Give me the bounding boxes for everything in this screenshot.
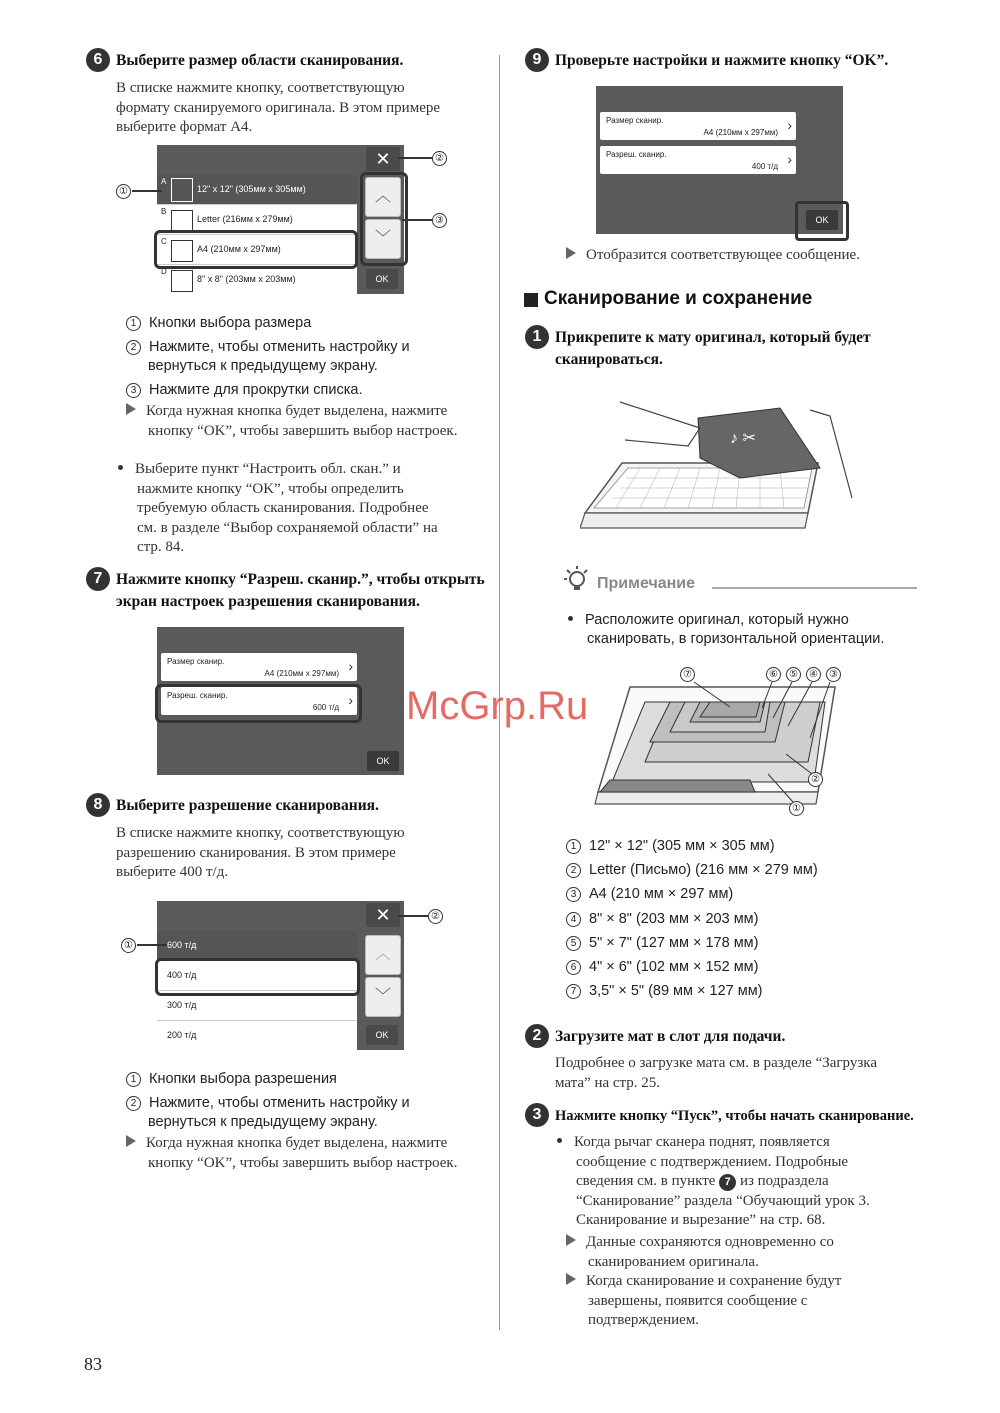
mat-callout-5: ⑤ — [786, 667, 801, 682]
watermark: McGrp.Ru — [406, 684, 589, 728]
close-icon: ✕ — [375, 905, 391, 925]
step-7-title: Нажмите кнопку “Разреш. сканир.”, чтобы открыть экран настроек разрешения сканирования. — [116, 571, 485, 610]
mat-callout-3: ③ — [826, 667, 841, 682]
callout-3-leader — [402, 219, 432, 221]
scan-step-2-title: Загрузите мат в слот для подачи. — [555, 1028, 786, 1045]
chevron-down-icon: ﹀ — [374, 230, 391, 247]
note-bulb-icon — [564, 566, 590, 596]
section-title: Сканирование и сохранение — [544, 288, 813, 309]
step-7-number: 7 — [86, 567, 110, 591]
cancel-button[interactable] — [366, 903, 400, 927]
size-row-a[interactable]: A 12" x 12" (305мм x 305мм) — [157, 175, 357, 205]
scan-step-3-title: Нажмите кнопку “Пуск”, чтобы начать сканирование. — [555, 1108, 914, 1124]
chevron-down-icon: ﹀ — [374, 988, 391, 1005]
callout-2: ② — [428, 909, 443, 924]
step-8-title: Выберите разрешение сканирования. — [116, 797, 379, 814]
callout-1: ① — [121, 938, 136, 953]
mat-size-diagram — [590, 662, 850, 822]
step-6-title: Выберите размер области сканирования. — [116, 52, 404, 69]
step-6-number: 6 — [86, 48, 110, 72]
size-swatch — [171, 178, 193, 202]
cancel-button[interactable] — [366, 147, 400, 171]
section-square-icon — [524, 293, 538, 307]
scroll-down-button[interactable] — [365, 977, 401, 1017]
step-8-legend: 1 Кнопки выбора разрешения 2 Нажмите, чтобы отменить настройку и вернуться к предыдущему экрану. — [126, 1070, 410, 1132]
scan-step-3-bullet: Когда рычаг сканера поднят, появляется сообщение с подтверждением. Подробные сведения см. в пункте 7 из подраздела “Сканирование” раздела “Обучающий урок 3. Сканирование и вырезание” на стр. 68. — [557, 1133, 870, 1231]
result-arrow-icon — [126, 403, 136, 415]
scan-resolution-row[interactable]: Разреш. сканир. 400 т/д › — [600, 146, 796, 174]
close-icon: ✕ — [375, 149, 391, 169]
page-number: 83 — [84, 1354, 102, 1374]
resolution-row-200[interactable]: 200 т/д — [157, 1021, 357, 1050]
note-rule — [712, 587, 917, 589]
bullet-icon — [557, 1138, 562, 1143]
chevron-right-icon: › — [348, 692, 353, 708]
highlight-resolution — [155, 684, 362, 723]
step-9-result: Отобразится соответствующее сообщение. — [566, 246, 860, 266]
note-title: Примечание — [597, 575, 696, 592]
mat-callout-2: ② — [808, 772, 823, 787]
svg-text:♪ ✂: ♪ ✂ — [730, 430, 756, 447]
callout-3: ③ — [432, 213, 447, 228]
size-swatch — [171, 210, 193, 232]
result-arrow-icon — [566, 247, 576, 259]
highlight-scroll — [360, 172, 408, 266]
size-row-d[interactable]: D 8" x 8" (203мм x 203мм) — [157, 265, 357, 294]
step-6-legend: 1 Кнопки выбора размера 2 Нажмите, чтобы отменить настройку и вернуться к предыдущему экрану. 3 Нажмите для прокрутки списка. — [126, 314, 410, 400]
scan-step-1-title: Прикрепите к мату оригинал, который будет сканироваться. — [555, 329, 871, 368]
result-arrow-icon — [566, 1234, 576, 1246]
chevron-right-icon: › — [787, 151, 792, 167]
note-text: Расположите оригинал, который нужно сканировать, в горизонтальной ориентации. — [568, 611, 884, 649]
step-9-number: 9 — [525, 48, 549, 72]
scan-step-2-text: Подробнее о загрузке мата см. в разделе “Загрузка мата” на стр. 25. — [555, 1055, 878, 1091]
highlight-a4 — [154, 230, 358, 269]
step-6-text: В списке нажмите кнопку, соответствующую формату сканируемого оригинала. В этом примере выберите формат А4. — [116, 80, 441, 135]
highlight-400 — [155, 958, 360, 996]
step-8-text: В списке нажмите кнопку, соответствующую разрешению сканирования. В этом примере выберите 400 т/д. — [116, 825, 405, 880]
scan-size-row[interactable]: Размер сканир. A4 (210мм x 297мм) › — [600, 112, 796, 140]
callout-2-leader — [398, 157, 432, 159]
scan-step-3-result-2: Когда сканирование и сохранение будут завершены, появится сообщение с подтверждением. — [566, 1272, 841, 1331]
ok-button[interactable]: OK — [366, 269, 398, 289]
step-8-number: 8 — [86, 793, 110, 817]
scan-resolution-row[interactable]: Разреш. сканир. 600 т/д › — [161, 687, 357, 715]
ok-button[interactable]: OK — [367, 751, 399, 771]
mat-size-list: 1 12" × 12" (305 мм × 305 мм) 2 Letter (Письмо) (216 мм × 279 мм) 3 A4 (210 мм × 297 мм) 4 8" × 8" (203 мм × 203 мм) 5 5" × 7" (127 мм × 178 мм) 6 4" × 6" (102 мм × 152 мм) 7 3,5" × 5" (89 мм × 127 мм) — [566, 834, 818, 1003]
ok-button[interactable]: OK — [366, 1025, 398, 1045]
mat-with-original-illustration — [580, 388, 860, 548]
callout-1-leader — [137, 944, 167, 946]
scan-step-2-number: 2 — [525, 1024, 549, 1048]
scan-step-3-result-1: Данные сохраняются одновременно со сканированием оригинала. — [566, 1233, 834, 1272]
chevron-right-icon: › — [348, 658, 353, 674]
mat-callout-7: ⑦ — [680, 667, 695, 682]
bullet-icon — [118, 465, 123, 470]
scan-step-3-number: 3 — [525, 1103, 549, 1127]
highlight-ok — [795, 201, 849, 241]
mat-callout-6: ⑥ — [766, 667, 781, 682]
chevron-up-icon: ︿ — [374, 946, 391, 963]
resolution-row-400[interactable]: 400 т/д — [157, 961, 357, 991]
result-arrow-icon — [566, 1273, 576, 1285]
step-6-result: Когда нужная кнопка будет выделена, нажмите кнопку “OK”, чтобы завершить выбор настроек. — [126, 402, 457, 441]
size-swatch — [171, 270, 193, 292]
resolution-row-600[interactable]: 600 т/д — [157, 931, 357, 961]
resolution-row-300[interactable]: 300 т/д — [157, 991, 357, 1021]
mat-callout-1: ① — [789, 801, 804, 816]
step-8-result: Когда нужная кнопка будет выделена, нажмите кнопку “OK”, чтобы завершить выбор настроек. — [126, 1134, 457, 1173]
scan-step-1-number: 1 — [525, 325, 549, 349]
mat-callout-4: ④ — [806, 667, 821, 682]
size-row-c[interactable]: C A4 (210мм x 297мм) — [157, 235, 357, 265]
scan-size-row[interactable]: Размер сканир. A4 (210мм x 297мм) › — [161, 653, 357, 681]
callout-2: ② — [432, 151, 447, 166]
ok-button[interactable]: OK — [806, 210, 838, 230]
step-9-title: Проверьте настройки и нажмите кнопку “OK”. — [555, 52, 889, 69]
bullet-icon — [568, 616, 573, 621]
chevron-right-icon: › — [787, 117, 792, 133]
size-row-b[interactable]: B Letter (216мм x 279мм) — [157, 205, 357, 235]
step-6-bullet: Выберите пункт “Настроить обл. скан.” и нажмите кнопку “OK”, чтобы определить требуемую область сканирования. Подробнее см. в разделе “Выбор сохраняемой области” на стр. 84. — [118, 460, 438, 558]
step-ref-badge: 7 — [719, 1174, 736, 1191]
result-arrow-icon — [126, 1135, 136, 1147]
scroll-up-button[interactable] — [365, 935, 401, 975]
chevron-up-icon: ︿ — [374, 188, 391, 205]
callout-1: ① — [116, 184, 131, 199]
callout-1-leader — [132, 190, 162, 192]
callout-2-leader — [398, 915, 428, 917]
